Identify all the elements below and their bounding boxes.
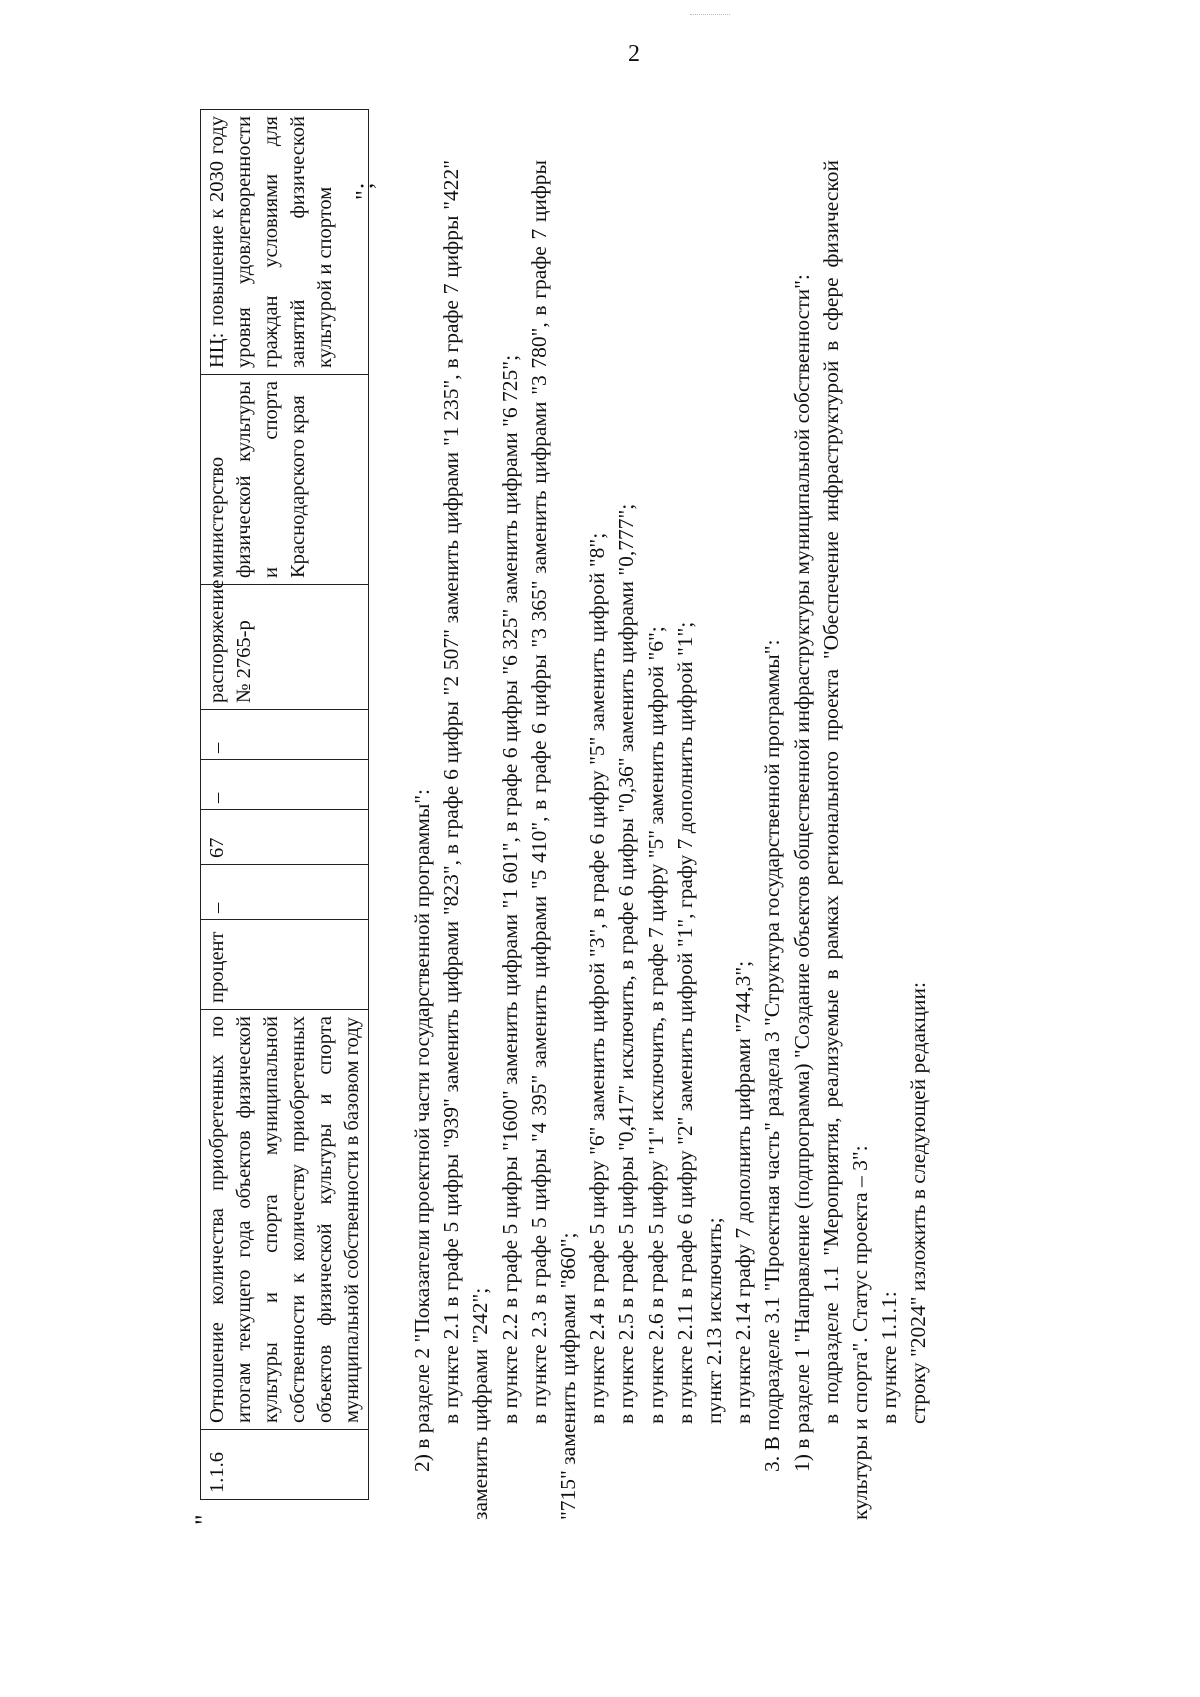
- responsible-cell: министерство физической культуры и спорта Краснодарского края: [201, 375, 369, 585]
- goal-cell: НЦ: повышение к 2030 году уровня удовлетворенности граждан условиями для занятий физической культурой и спортом: [201, 110, 369, 375]
- value-cell-1: –: [201, 865, 369, 920]
- paragraph: 1) в разделе 1 "Направление (подпрограмма) "Создание объектов общественной инфраструктуры муниципальной собственности":: [789, 274, 814, 1472]
- paragraph: в пункте 2.14 графу 7 дополнить цифрами "744,3";: [731, 960, 756, 1424]
- unit-cell: процент: [201, 920, 369, 1010]
- paragraph: в пункте 2.2 в графе 5 цифры "1600" заменить цифрами "1 601", в графе 6 цифры "6 325" заменить цифрами "6 725";: [497, 354, 522, 1424]
- paragraph: в пункте 2.3 в графе 5 цифры "4 395" заменить цифрами "5 410", в графе 6 цифры "3 365" заменить цифрами "3 780", в графе 7 цифры "715" заменить цифрами "860";: [526, 160, 581, 1520]
- indicator-table: [200, 109, 369, 1500]
- scan-mark: [690, 14, 730, 15]
- rotated-content: [140, 116, 931, 1560]
- paragraph: строку "2024" изложить в следующей редакции:: [906, 982, 931, 1424]
- paragraph: в пункте 2.1 в графе 5 цифры "939" заменить цифрами "823", в графе 6 цифры "2 507" заменить цифрами "1 235", в графе 7 цифры "422" заменить цифрами "242";: [439, 160, 493, 1520]
- closing-quote: ";: [352, 181, 378, 200]
- value-cell-2: 67: [201, 810, 369, 865]
- table-row: [201, 110, 369, 1500]
- body-text: [408, 160, 934, 1520]
- paragraph: в пункте 2.5 в графе 5 цифры "0,417" исключить, в графе 6 цифры "0,36" заменить цифрами "0,777";: [614, 503, 639, 1424]
- paragraph: в пункте 2.6 в графе 5 цифру "1" исключить, в графе 7 цифру "5" заменить цифрой "6";: [643, 626, 668, 1424]
- paragraph: пункт 2.13 исключить;: [702, 1217, 727, 1424]
- row-number: 1.1.6: [201, 1430, 369, 1500]
- paragraph: в подразделе 1.1 "Мероприятия, реализуемые в рамках регионального проекта "Обеспечение инфраструктурой в сфере физической культуры и спорта". Статус проекта – 3":: [818, 160, 873, 1520]
- opening-quote: ": [190, 1514, 219, 1525]
- value-cell-4: –: [201, 710, 369, 760]
- paragraph: в пункте 2.4 в графе 5 цифру "6" заменить цифрой "3", в графе 6 цифру "5" заменить цифрой "8";: [585, 532, 610, 1424]
- page-number: 2: [628, 41, 640, 67]
- paragraph: в пункте 2.11 в графе 6 цифру "2" заменить цифрой "1", графу 7 дополнить цифрой "1";: [672, 621, 697, 1424]
- value-cell-3: –: [201, 760, 369, 810]
- paragraph: 2) в разделе 2 "Показатели проектной части государственной программы":: [410, 788, 434, 1472]
- paragraph: в пункте 1.1.1:: [877, 1291, 902, 1424]
- document-cell: распоряжение № 2765-р: [201, 585, 369, 710]
- paragraph: 3. В подразделе 3.1 "Проектная часть" раздела 3 "Структура государственной программы":: [760, 639, 785, 1472]
- indicator-description: Отношение количества приобретенных по итогам текущего года объектов физической культуры и спорта муниципальной собственности к количеству приобретенных объектов физической культуры и спорта муниципальной собственности в базовом году: [201, 1010, 369, 1430]
